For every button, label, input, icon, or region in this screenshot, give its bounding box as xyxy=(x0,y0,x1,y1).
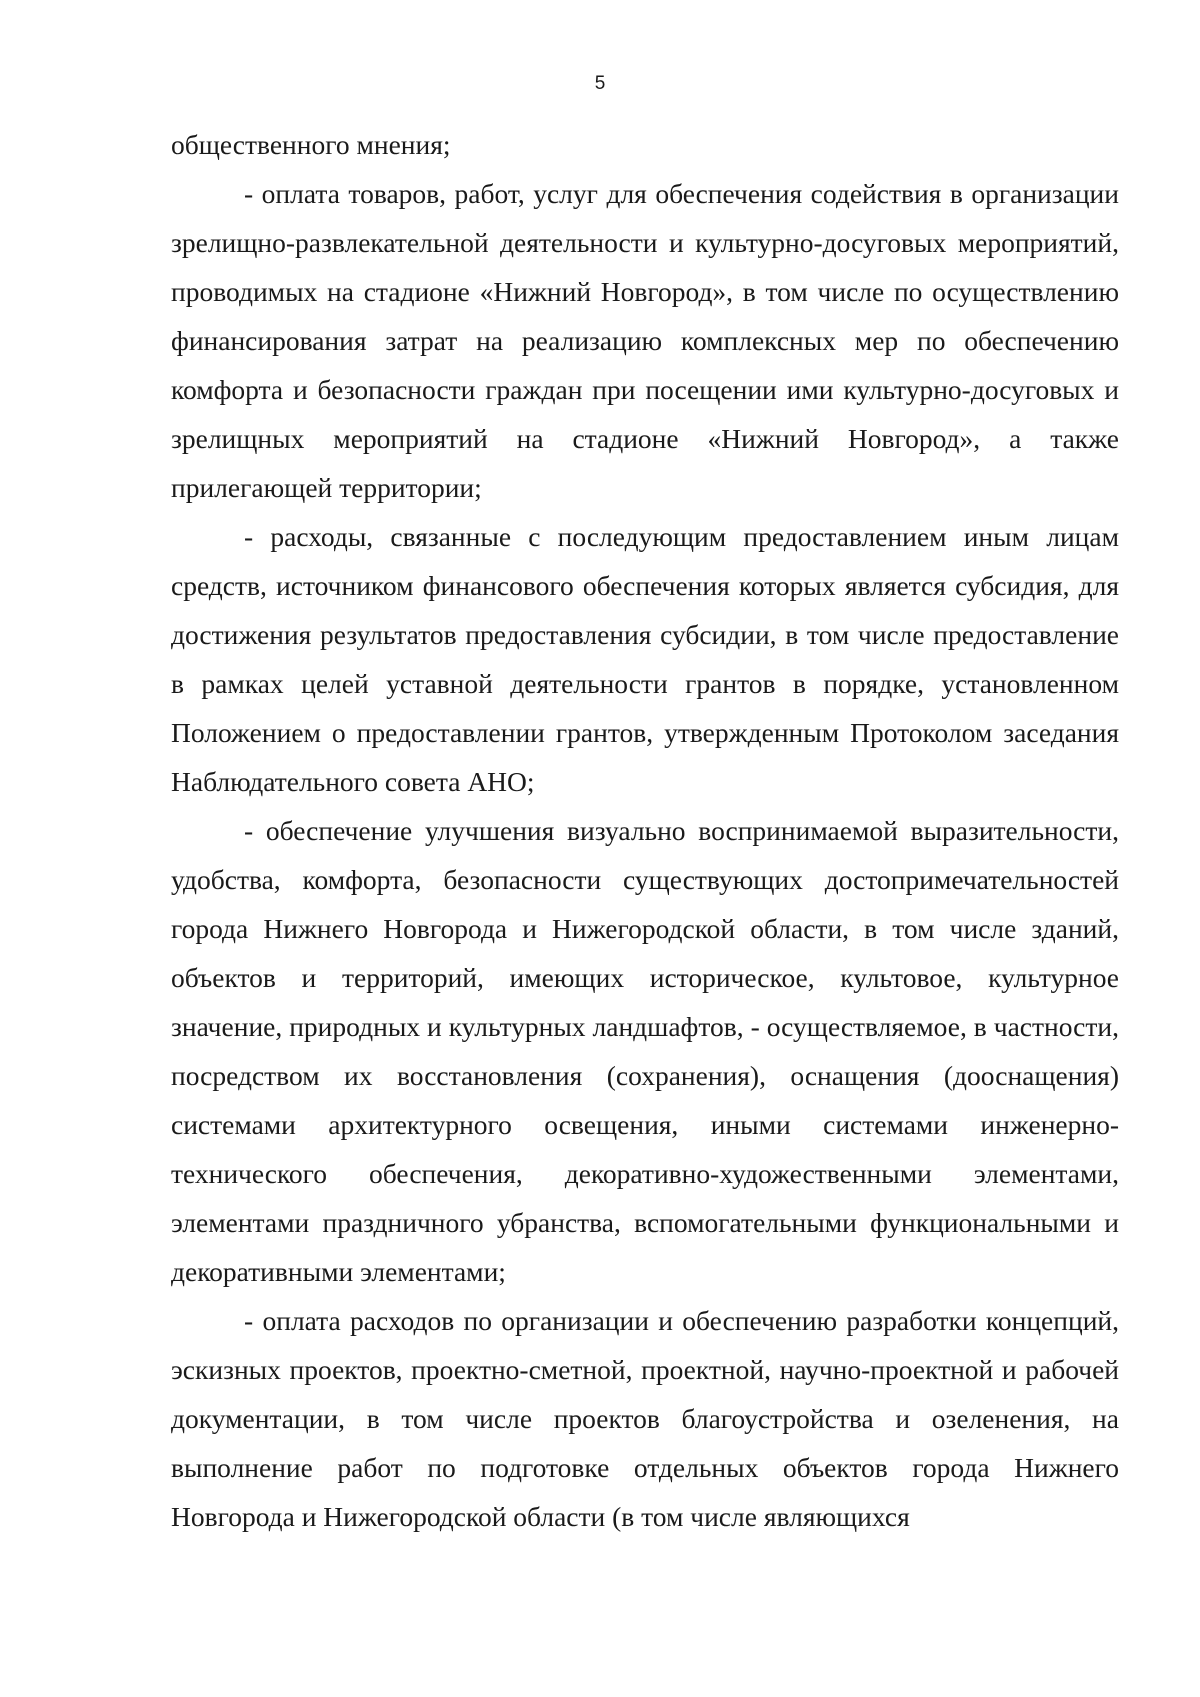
paragraph-design-documentation: - оплата расходов по организации и обеспечению разработки концепций, эскизных проектов, проектно-сметной, проектной, научно-проектной и рабочей документации, в том числе проектов благоустройства и озеленения, на выполнение работ по подготовке отдельных объектов города Нижнего Новгорода и Нижегородской области (в том числе являющихся xyxy=(171,1305,1119,1532)
document-body xyxy=(171,120,1119,1541)
paragraph-continuation: общественного мнения; xyxy=(171,129,451,160)
paragraph-stadium-events: - оплата товаров, работ, услуг для обеспечения содействия в организации зрелищно-развлекательной деятельности и культурно-досуговых мероприятий, проводимых на стадионе «Нижний Новгород», в том числе по осуществлению финансирования затрат на реализацию комплексных мер по обеспечению комфорта и безопасности граждан при посещении ими культурно-досуговых и зрелищных мероприятий на стадионе «Нижний Новгород», а также прилегающей территории; xyxy=(171,178,1119,503)
page-number: 5 xyxy=(594,73,606,94)
paragraph-grants: - расходы, связанные с последующим предоставлением иным лицам средств, источником финансового обеспечения которых является субсидия, для достижения результатов предоставления субсидии, в том числе предоставление в рамках целей уставной деятельности грантов в порядке, установленном Положением о предоставлении грантов, утвержденным Протоколом заседания Наблюдательного совета АНО; xyxy=(171,521,1119,797)
paragraph-landmarks: - обеспечение улучшения визуально воспринимаемой выразительности, удобства, комфорта, безопасности существующих достопримечательностей города Нижнего Новгорода и Нижегородской области, в том числе зданий, объектов и территорий, имеющих историческое, культовое, культурное значение, природных и культурных ландшафтов, - осуществляемое, в частности, посредством их восстановления (сохранения), оснащения (дооснащения) системами архитектурного освещения, иными системами инженерно-технического обеспечения, декоративно-художественными элементами, элементами праздничного убранства, вспомогательными функциональными и декоративными элементами; xyxy=(171,815,1119,1287)
